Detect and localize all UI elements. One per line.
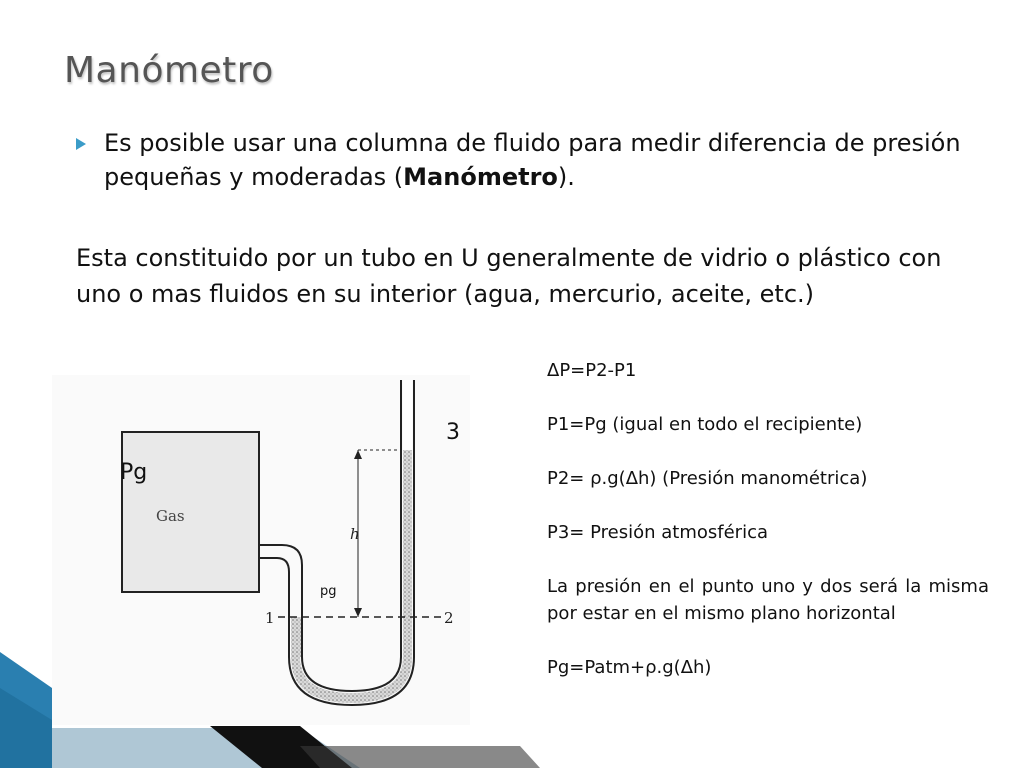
manometer-diagram — [52, 375, 470, 725]
delta-p-formula: ΔP=P2-P1 — [547, 360, 637, 381]
same-plane-note: La presión en el punto uno y dos será la misma por estar en el mismo plano horizontal — [547, 576, 989, 624]
bullet-arrow-icon — [76, 138, 86, 150]
point-1-label: 1 — [265, 609, 275, 627]
manometer-figure — [52, 375, 470, 725]
description-paragraph: Esta constituido por un tubo en U generalmente de vidrio o plástico con uno o mas fluidos en su interior (agua, mercurio, aceite, etc.) — [76, 244, 942, 308]
p1-formula: P1=Pg (igual en todo el recipiente) — [547, 414, 863, 435]
p3-formula: P3= Presión atmosférica — [547, 522, 769, 543]
pg-equation: Pg=Patm+ρ.g(Δh) — [547, 657, 712, 678]
gas-label: Gas — [156, 507, 185, 525]
h-label: h — [350, 525, 360, 543]
gas-tank — [122, 432, 259, 592]
slide-title: Manómetro — [64, 50, 274, 91]
point-2-label: 2 — [444, 609, 454, 627]
bullet-text: Es posible usar una columna de fluido para medir diferencia de presión pequeñas y moderadas (Manómetro). — [104, 129, 961, 191]
formula-notes — [547, 357, 989, 681]
pg-label: Pg — [120, 460, 148, 485]
bullet-item — [76, 126, 976, 194]
point-3-label: 3 — [446, 420, 460, 445]
bullet-bold-term: Manómetro — [403, 163, 558, 191]
p2-formula: P2= ρ.g(Δh) (Presión manométrica) — [547, 468, 868, 489]
small-pg-label: pg — [320, 584, 337, 599]
